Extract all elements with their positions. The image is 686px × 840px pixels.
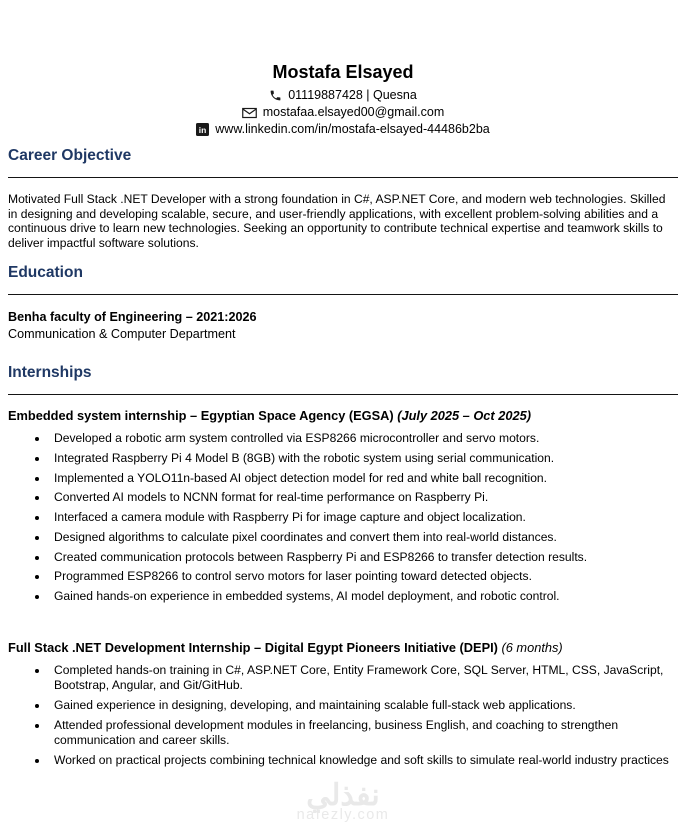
bullet-item: • Converted AI models to NCNN format for real-time performance on Raspberry Pi. [49, 490, 678, 505]
bullet-item: • Programmed ESP8266 to control servo motors for laser pointing toward detected objects. [49, 569, 678, 584]
bullet-item: • Implemented a YOLO11n-based AI object detection model for red and white ball recognition. [49, 471, 678, 486]
career-objective-text: Motivated Full Stack .NET Developer with a strong foundation in C#, ASP.NET Core, and modern web technologies. Skilled in designing and developing scalable, secure, and user-friendly applications, with excellent problem-solving abilities and a continuous drive to learn new technologies. Seeking an opportunity to contribute technical expertise and teamwork skills to deliver impactful software solutions. [8, 192, 666, 250]
internship-entry [8, 640, 678, 768]
job-period: (July 2025 – Oct 2025) [397, 408, 531, 424]
watermark-domain-text: nafezly.com [296, 807, 390, 823]
job-period: (6 months) [501, 640, 563, 656]
linkedin-url-text: www.linkedin.com/in/mostafa-elsayed-44486b2ba [215, 122, 490, 136]
bullet-item: • Gained experience in designing, developing, and maintaining scalable full-stack web applications. [49, 698, 678, 713]
bullet-item: • Gained hands-on experience in embedded systems, AI model deployment, and robotic control. [49, 589, 678, 604]
bullet-list [8, 663, 678, 768]
phone-line [8, 87, 678, 104]
linkedin-line [8, 121, 678, 138]
internships-heading: Internships [8, 364, 92, 382]
job-title-text: Full Stack .NET Development Internship – Digital Egypt Pioneers Initiative (DEPI) [8, 640, 498, 656]
job-title-text: Embedded system internship – Egyptian Space Agency (EGSA) [8, 408, 394, 424]
section-divider [8, 294, 678, 295]
bullet-item: • Created communication protocols between Raspberry Pi and ESP8266 to transfer detection results. [49, 550, 678, 565]
watermark [0, 781, 686, 823]
education-section [8, 263, 678, 343]
bullet-item: • Worked on practical projects combining technical knowledge and soft skills to simulate real-world industry practices [49, 753, 678, 768]
bullet-item: • Developed a robotic arm system controlled via ESP8266 microcontroller and servo motors. [49, 431, 678, 446]
education-institution: Benha faculty of Engineering – 2021:2026 [8, 310, 257, 325]
education-heading: Education [8, 264, 83, 282]
bullet-item: • Completed hands-on training in C#, ASP.NET Core, Entity Framework Core, SQL Server, HTML, CSS, JavaScript, Bootstrap, Angular, and Git/GitHub. [49, 663, 678, 693]
career-objective-heading: Career Objective [8, 147, 132, 164]
linkedin-icon [196, 123, 209, 136]
bullet-item: • Attended professional development modules in freelancing, business English, and coaching to strengthen communication and career skills. [49, 718, 678, 748]
svg-text:in: in [198, 125, 207, 135]
internship-entry [8, 408, 678, 604]
job-title [8, 640, 678, 656]
education-department: Communication & Computer Department [8, 327, 236, 342]
resume-header [8, 62, 678, 138]
watermark-arabic-text: نفذلي [306, 779, 380, 812]
bullet-item: • Interfaced a camera module with Raspberry Pi for image capture and object localization. [49, 510, 678, 525]
envelope-icon [242, 107, 257, 119]
email-text: mostafaa.elsayed00@gmail.com [262, 105, 445, 119]
candidate-name: Mostafa Elsayed [272, 62, 414, 82]
section-divider [8, 177, 678, 178]
internships-section [8, 363, 678, 768]
bullet-list [8, 431, 678, 604]
career-objective-section [8, 146, 678, 250]
email-line [8, 104, 678, 121]
section-divider [8, 394, 678, 395]
bullet-item: • Designed algorithms to calculate pixel coordinates and convert them into real-world distances. [49, 530, 678, 545]
bullet-item: • Integrated Raspberry Pi 4 Model B (8GB) with the robotic system using serial communication. [49, 451, 678, 466]
phone-and-location-text: 01119887428 | Quesna [288, 88, 417, 102]
job-title [8, 408, 678, 424]
jobs-container [8, 408, 678, 768]
phone-icon [269, 89, 282, 102]
